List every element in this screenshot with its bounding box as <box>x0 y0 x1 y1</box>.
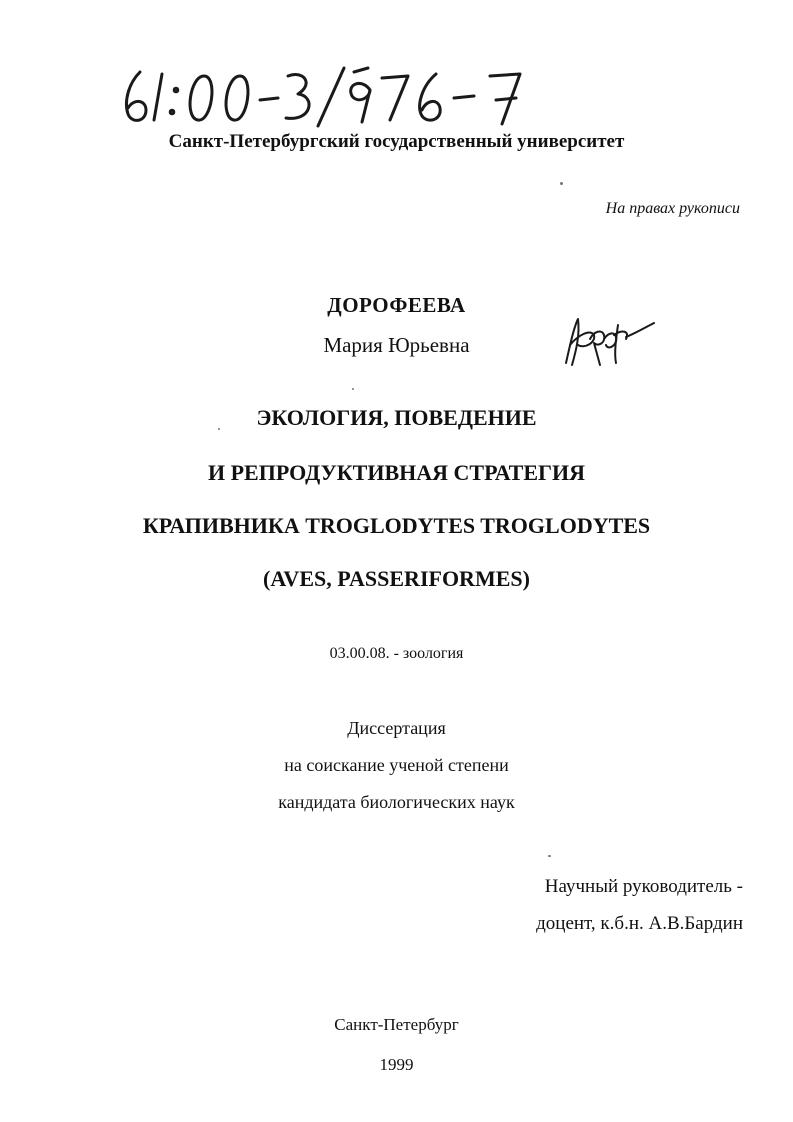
supervisor-role: Научный руководитель - <box>544 876 743 897</box>
publication-year: 1999 <box>379 1055 414 1074</box>
scan-speck <box>218 428 220 430</box>
university-name: Санкт-Петербургский государственный университет <box>168 131 625 152</box>
thesis-title-line-4: (AVES, PASSERIFORMES) <box>263 566 530 591</box>
handwritten-registration-code <box>118 62 538 132</box>
thesis-type-line-1: Диссертация <box>347 718 446 738</box>
author-surname: ДОРОФЕЕВА <box>327 293 466 317</box>
specialty-code: 03.00.08. - зоология <box>329 645 464 662</box>
author-given-names: Мария Юрьевна <box>323 333 470 357</box>
handwritten-code-drawing <box>118 62 538 132</box>
publication-city: Санкт-Петербург <box>334 1015 459 1034</box>
rights-note: На правах рукописи <box>605 200 740 217</box>
thesis-title-line-2: И РЕПРОДУКТИВНАЯ СТРАТЕГИЯ <box>208 460 585 485</box>
signature-drawing <box>560 305 660 375</box>
thesis-title-line-3: КРАПИВНИКА TROGLODYTES TROGLODYTES <box>142 513 651 538</box>
scan-speck <box>352 388 354 390</box>
thesis-title-line-1: ЭКОЛОГИЯ, ПОВЕДЕНИЕ <box>256 405 537 430</box>
scan-speck <box>560 182 563 185</box>
thesis-type-line-3: кандидата биологических наук <box>278 792 515 812</box>
author-signature <box>560 305 660 375</box>
scan-speck <box>548 855 551 857</box>
supervisor-name: доцент, к.б.н. А.В.Бардин <box>536 913 743 934</box>
thesis-type-line-2: на соискание ученой степени <box>284 755 509 775</box>
